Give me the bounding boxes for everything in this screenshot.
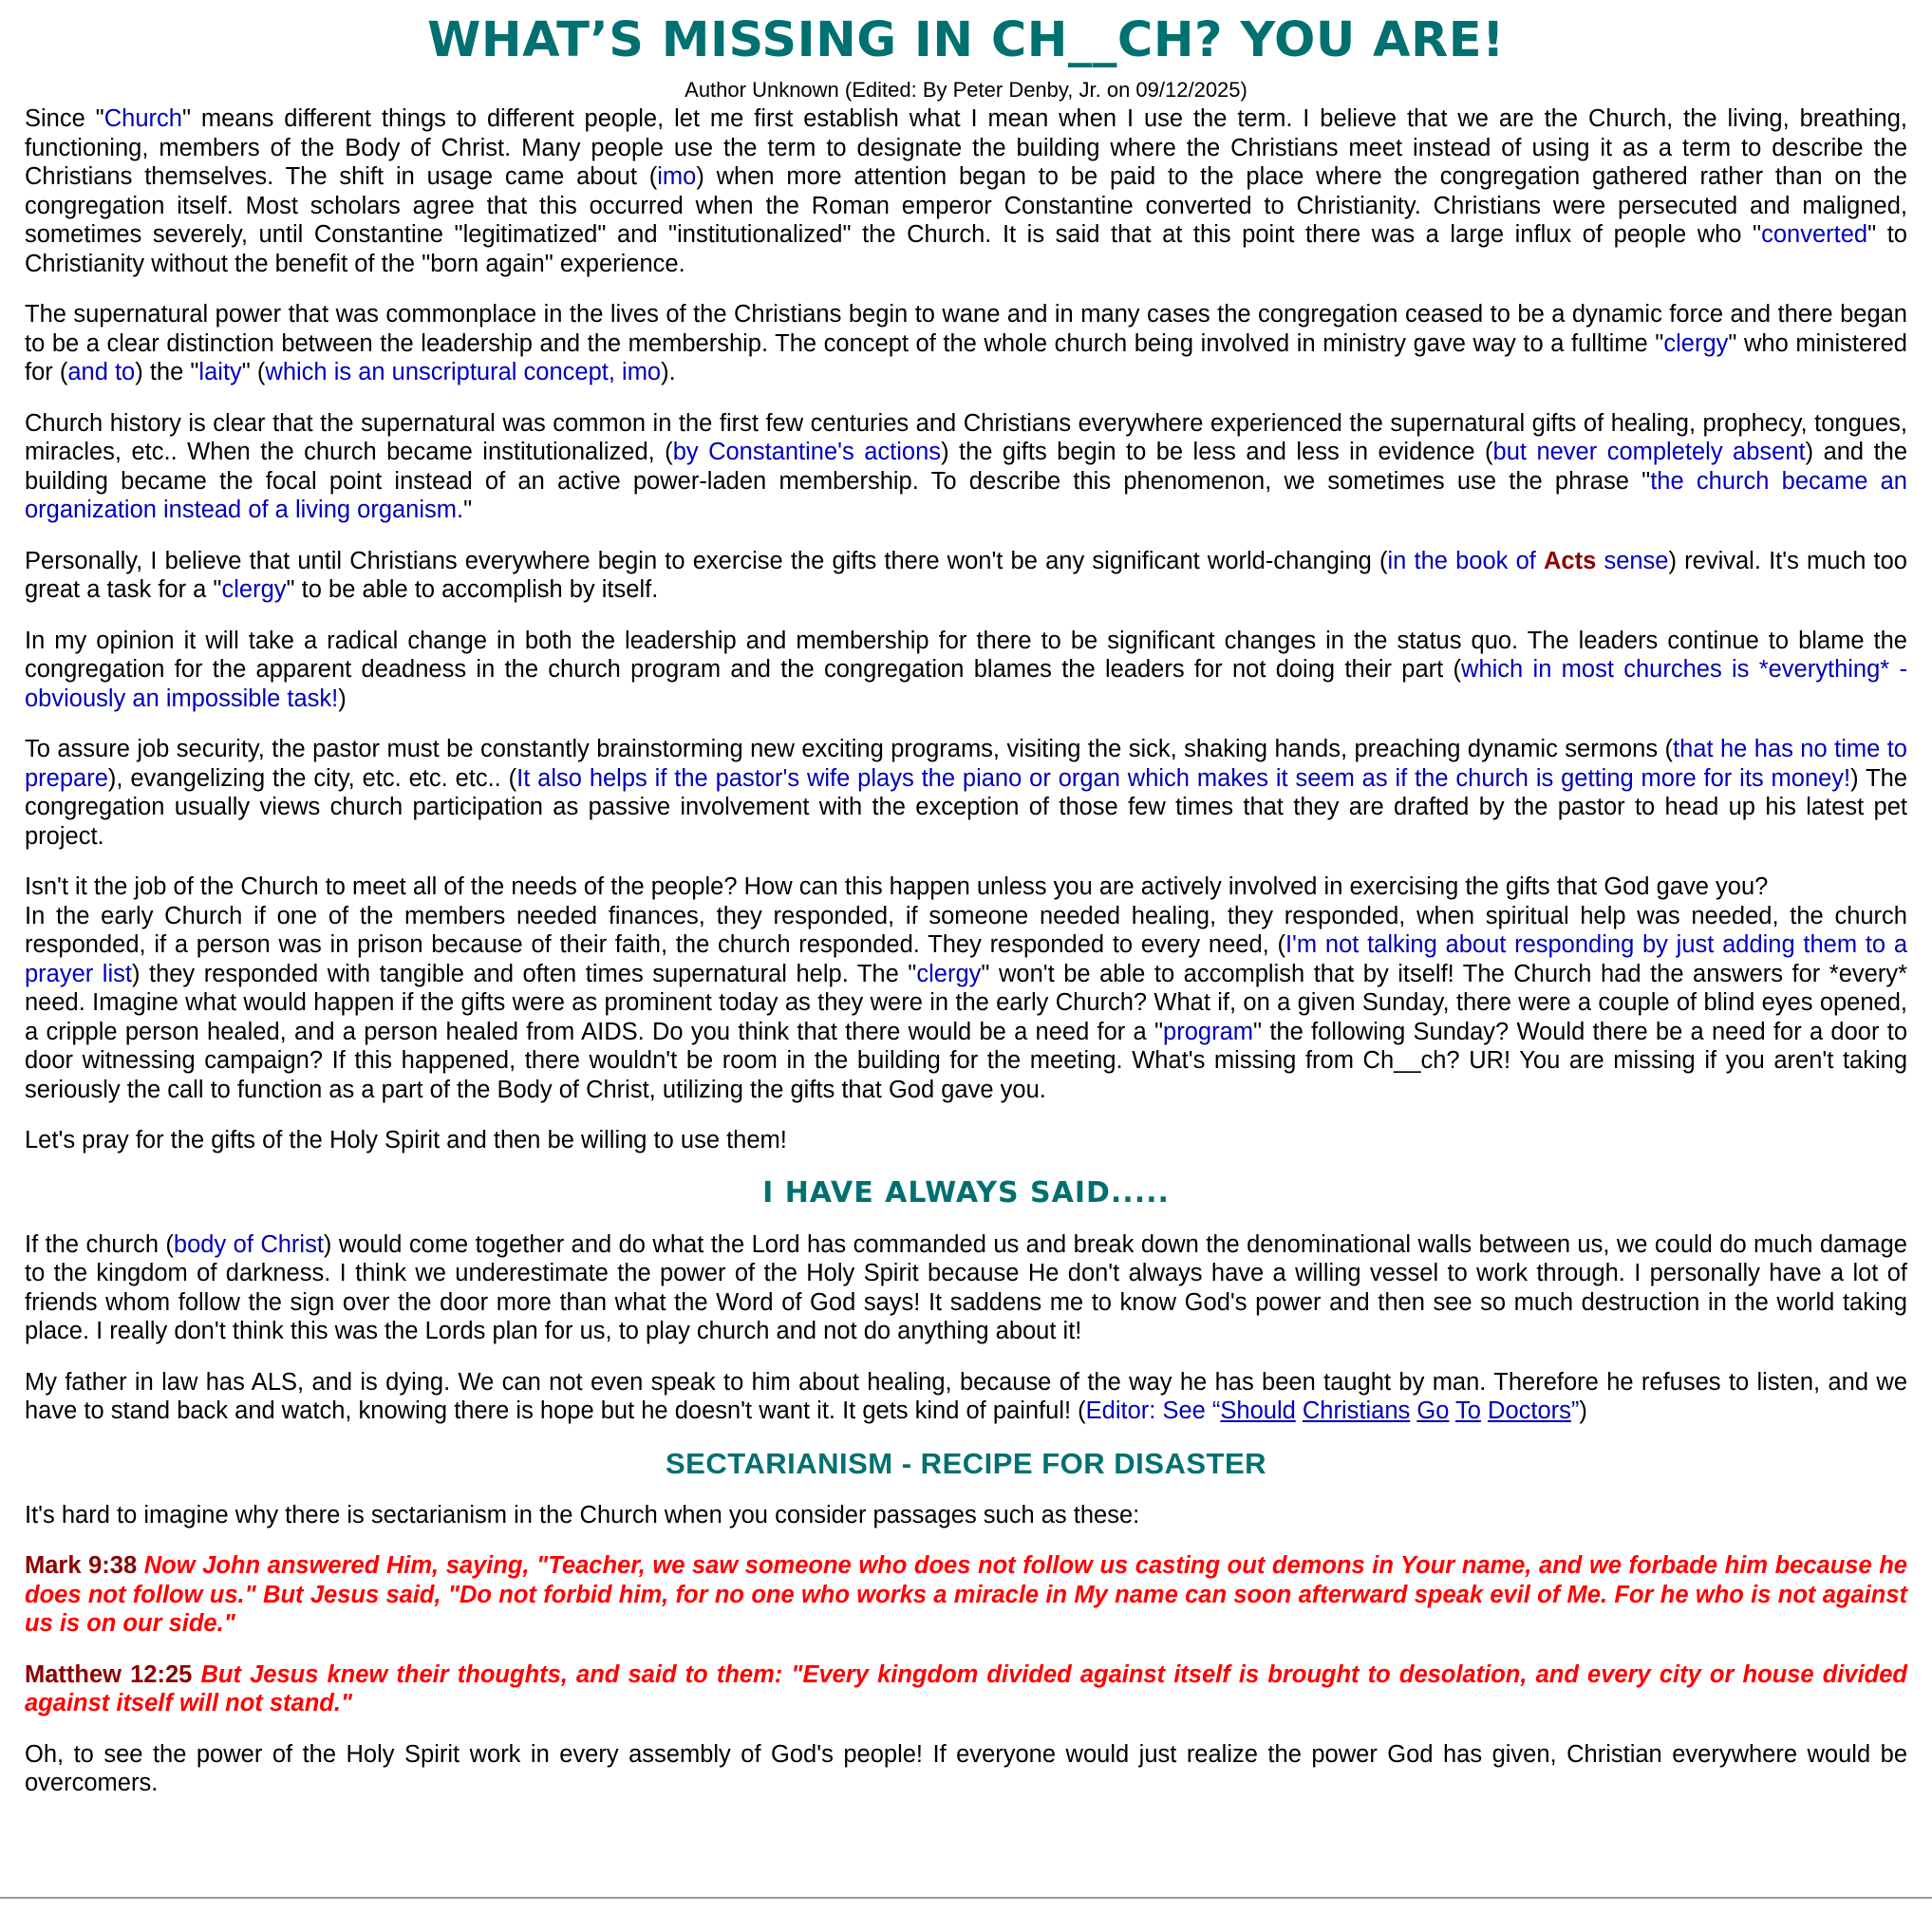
highlight-text: the church became an organization instead of a living organism. — [25, 467, 1907, 523]
paragraph-supernatural-wane: The supernatural power that was commonplace in the lives of the Christians begin to wane and in many cases the congregation ceased to be a dynamic force and there began to be a clear distinction between the leadership and the membership. The concept of the whole church being involved in ministry gave way to a fulltime "clergy" who ministered for (and to) the "laity" (which is an unscriptural concept, imo). — [25, 301, 1907, 385]
highlight-text: I'm not talking about responding by just adding them to a prayer list — [25, 931, 1908, 987]
highlight-text: imo — [657, 163, 697, 190]
highlight-text: It also helps if the pastor's wife plays the piano or organ which makes it seem as if the church is getting more for its money! — [516, 764, 1851, 792]
link-go[interactable]: Go — [1416, 1397, 1450, 1424]
link-doctors[interactable]: Doctors — [1488, 1397, 1571, 1424]
highlight-text: body of Christ — [173, 1230, 324, 1258]
highlight-text: that he has no time to prepare — [25, 736, 1907, 792]
paragraph-early-church: In the early Church if one of the members needed finances, they responded, if someone needed healing, they responded, when spiritual help was needed, the church responded, if a person was in prison because of their faith, the church responded. They responded to every need, (I'm not talking about responding by just adding them to a prayer list) they responded with tangible and often times supernatural help. The "clergy" won't be able to accomplish that by itself! The Church had the answers for *every* need. Imagine what would happen if the gifts were as prominent today as they were in the early Church? What if, on a given Sunday, there were a couple of blind eyes opened, a cripple person healed, and a person healed from AIDS. Do you think that there would be a need for a "program" the following Sunday? Would there be a need for a door to door witnessing campaign? If this happened, there wouldn't be room in the building for the meeting. What's missing from Ch__ch? UR! You are missing if you aren't taking seriously the call to function as a part of the Body of Christ, utilizing the gifts that God gave you. — [25, 902, 1908, 1103]
scripture-text: Now John answered Him, saying, "Teacher, we saw someone who does not follow us casting out demons in Your name, and we forbade him because he does not follow us." But Jesus said, "Do not forbid him, for no one who works a miracle in My name can soon afterward speak evil of Me. For he who is not against us is on our side." — [25, 1552, 1907, 1637]
highlight-text: but never completely absent — [1492, 439, 1806, 465]
editor-note: Editor: See “ — [1085, 1397, 1221, 1424]
scripture-matthew — [25, 1660, 1907, 1718]
highlight-text: clergy — [221, 576, 287, 603]
highlight-text: l — [198, 359, 205, 385]
link-should[interactable]: Should — [1220, 1397, 1296, 1424]
paragraph-come-together: If the church (body of Christ) would come together and do what the Lord has commanded us and break down the denominational walls between us, we could do much damage to the kingdom of darkness. I think we underestimate the power of the Holy Spirit because He don't always have a willing vessel to work through. I personally have a lot of friends whom follow the sign over the door more than what the Word of God says! It saddens me to know God's power and then see so much destruction in the world taking place. I really don't think this was the Lords plan for us, to play church and not do anything about it! — [25, 1230, 1907, 1344]
section-heading-sectarianism: SECTARIANISM - RECIPE FOR DISASTER — [665, 1446, 1267, 1480]
paragraph-revival: Personally, I believe that until Christians everywhere begin to exercise the gifts there won't be any significant world-changing (in the book of Acts sense) revival. It's much too great a task for a "clergy" to be able to accomplish by itself. — [25, 547, 1907, 603]
scripture-mark — [25, 1551, 1907, 1639]
paragraph-closing: Oh, to see the power of the Holy Spirit work in every assembly of God's people! If everyone would just realize the power God has given, Christian everywhere would be overcomers. — [25, 1740, 1907, 1796]
highlight-text: sense — [1596, 547, 1669, 574]
scripture-reference: Mark 9:38 — [25, 1552, 138, 1579]
editor-note: ” — [1570, 1397, 1580, 1424]
scripture-text: But Jesus knew their thoughts, and said to them: "Every kingdom divided against itself is brought to desolation, and every city or house divided against itself will not stand." — [25, 1660, 1907, 1716]
paragraph-father-in-law: My father in law has ALS, and is dying. We can not even speak to him about healing, because of the way he has been taught by man. Therefore he refuses to listen, and we have to stand back and watch, knowing there is hope but he doesn't want it. It gets kind of painful! (Editor: See “Should Christians Go To Doctors”) — [25, 1368, 1907, 1424]
section-heading-always-said: I HAVE ALWAYS SAID..... — [762, 1175, 1170, 1210]
paragraph-church-history: Church history is clear that the supernatural was common in the first few centuries and Christians everywhere experienced the supernatural gifts of healing, prophecy, tongues, miracles, etc.. When the church became institutionalized, (by Constantine's actions) the gifts begin to be less and less in evidence (but never completely absent) and the building became the focal point instead of an active power-laden membership. To describe this phenomenon, we sometimes use the phrase "the church became an organization instead of a living organism." — [25, 409, 1908, 523]
link-christians[interactable]: Christians — [1302, 1397, 1411, 1424]
highlight-text: clergy — [916, 960, 982, 987]
paragraph-church-definition: Since "Church" means different things to different people, let me first establish what I mean when I use the term. I believe that we are the Church, the living, breathing, functioning, members of the Body of Christ. Many people use the term to designate the building where the Christians meet instead of using it as a term to describe the Christians themselves. The shift in usage came about (imo) when more attention began to be paid to the place where the congregation gathered rather than on the congregation itself. Most scholars agree that this occurred when the Roman emperor Constantine converted to Christianity. Christians were persecuted and maligned, sometimes severely, until Constantine "legitimatized" and "institutionalized" the Church. It is said that at this point there was a large influx of people who "converted" to Christianity without the benefit of the "born again" experience. — [25, 105, 1907, 277]
highlight-text: aity — [204, 359, 242, 385]
highlight-text: in the book of — [1387, 547, 1544, 574]
paragraph-needs-question: Isn't it the job of the Church to meet all of the needs of the people? How can this happen unless you are actively involved in exercising the gifts that God gave you? — [25, 873, 1769, 900]
highlight-text: program — [1163, 1018, 1253, 1045]
paragraph-pray: Let's pray for the gifts of the Holy Spirit and then be willing to use them! — [25, 1127, 787, 1153]
bottom-divider — [0, 1897, 1932, 1899]
paragraph-job-security: To assure job security, the pastor must be constantly brainstorming new exciting programs, visiting the sick, shaking hands, preaching dynamic sermons (that he has no time to prepare), evangelizing the city, etc. etc. etc.. (It also helps if the pastor's wife plays the piano or organ which makes it seem as if the church is getting more for its money!) The congregation usually views church participation as passive involvement with the exception of those few times that they are drafted by the pastor to head up his latest pet project. — [25, 736, 1907, 850]
highlight-text: clergy — [1663, 329, 1729, 357]
paragraph-radical-change: In my opinion it will take a radical change in both the leadership and membership for there to be significant changes in the status quo. The leaders continue to blame the congregation for the apparent deadness in the church program and the congregation blames the leaders for not doing their part (which in most churches is *everything* - obviously an impossible task!) — [25, 627, 1907, 712]
author-byline: Author Unknown (Edited: By Peter Denby, Jr. on 09/12/2025) — [685, 78, 1247, 102]
link-to[interactable]: To — [1455, 1397, 1481, 1424]
highlight-text: by Constantine's actions — [672, 439, 942, 465]
highlight-text: and to — [67, 359, 136, 385]
acts-reference: Acts — [1544, 547, 1597, 574]
highlight-text: which is an unscriptural concept, imo — [265, 359, 662, 385]
article — [0, 11, 1932, 1798]
highlight-text: which in most churches is *everything* - obviously an impossible task! — [25, 656, 1907, 712]
page-title: WHAT’S MISSING IN CH__CH? YOU ARE! — [427, 12, 1505, 68]
scripture-reference: Matthew 12:25 — [25, 1660, 193, 1688]
paragraph-sectarianism-intro: It's hard to imagine why there is sectarianism in the Church when you consider passages such as these: — [25, 1501, 1140, 1529]
highlight-text: converted — [1761, 221, 1868, 248]
highlight-text: Church — [103, 105, 182, 132]
